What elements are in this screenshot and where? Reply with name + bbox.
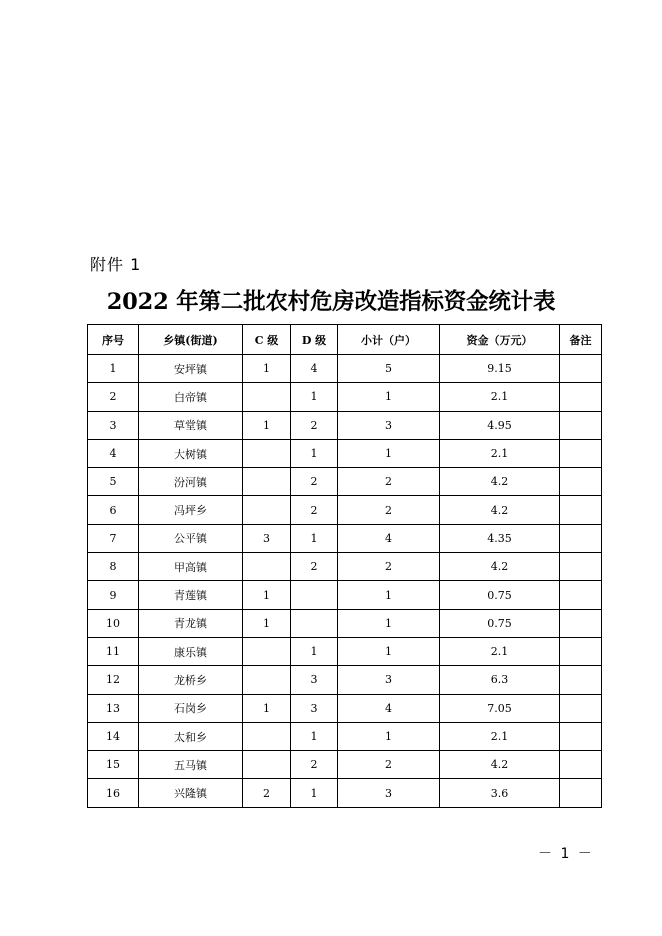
cell-d-level: 2 xyxy=(291,751,338,779)
table-body xyxy=(88,355,602,808)
cell-subtotal: 1 xyxy=(338,439,440,467)
cell-index: 6 xyxy=(88,496,139,524)
header-subtotal: 小计（户） xyxy=(338,325,440,355)
cell-index: 14 xyxy=(88,722,139,750)
cell-township: 太和乡 xyxy=(139,722,243,750)
cell-d-level: 4 xyxy=(291,355,338,383)
cell-subtotal: 3 xyxy=(338,666,440,694)
table-row xyxy=(88,355,602,383)
cell-subtotal: 4 xyxy=(338,524,440,552)
cell-c-level xyxy=(243,553,291,581)
cell-remarks xyxy=(560,666,602,694)
cell-d-level xyxy=(291,609,338,637)
cell-index: 9 xyxy=(88,581,139,609)
cell-remarks xyxy=(560,439,602,467)
cell-d-level: 2 xyxy=(291,496,338,524)
cell-subtotal: 1 xyxy=(338,383,440,411)
cell-d-level: 1 xyxy=(291,524,338,552)
page-number: － 1 － xyxy=(538,846,594,862)
cell-township: 冯坪乡 xyxy=(139,496,243,524)
cell-funds: 4.2 xyxy=(440,553,560,581)
header-c-level: C 级 xyxy=(243,325,291,355)
cell-funds: 0.75 xyxy=(440,581,560,609)
cell-township: 草堂镇 xyxy=(139,411,243,439)
cell-funds: 9.15 xyxy=(440,355,560,383)
cell-remarks xyxy=(560,609,602,637)
cell-subtotal: 1 xyxy=(338,722,440,750)
statistics-table xyxy=(87,324,602,808)
cell-remarks xyxy=(560,779,602,807)
table-header-row xyxy=(88,325,602,355)
cell-c-level xyxy=(243,496,291,524)
cell-township: 安坪镇 xyxy=(139,355,243,383)
table-row xyxy=(88,694,602,722)
cell-d-level: 1 xyxy=(291,383,338,411)
cell-township: 青龙镇 xyxy=(139,609,243,637)
cell-funds: 4.35 xyxy=(440,524,560,552)
cell-subtotal: 2 xyxy=(338,468,440,496)
cell-funds: 4.95 xyxy=(440,411,560,439)
cell-township: 汾河镇 xyxy=(139,468,243,496)
cell-c-level: 1 xyxy=(243,355,291,383)
cell-d-level: 1 xyxy=(291,779,338,807)
cell-c-level: 1 xyxy=(243,411,291,439)
cell-funds: 2.1 xyxy=(440,439,560,467)
cell-c-level: 1 xyxy=(243,694,291,722)
cell-c-level xyxy=(243,637,291,665)
cell-index: 2 xyxy=(88,383,139,411)
cell-township: 青莲镇 xyxy=(139,581,243,609)
table-row xyxy=(88,751,602,779)
cell-township: 石岗乡 xyxy=(139,694,243,722)
cell-index: 16 xyxy=(88,779,139,807)
cell-d-level: 2 xyxy=(291,553,338,581)
cell-index: 13 xyxy=(88,694,139,722)
cell-index: 3 xyxy=(88,411,139,439)
cell-township: 龙桥乡 xyxy=(139,666,243,694)
cell-funds: 4.2 xyxy=(440,751,560,779)
cell-c-level xyxy=(243,666,291,694)
cell-funds: 0.75 xyxy=(440,609,560,637)
cell-subtotal: 1 xyxy=(338,609,440,637)
cell-remarks xyxy=(560,355,602,383)
cell-remarks xyxy=(560,411,602,439)
table-row xyxy=(88,468,602,496)
cell-index: 7 xyxy=(88,524,139,552)
table-row xyxy=(88,439,602,467)
cell-funds: 4.2 xyxy=(440,496,560,524)
cell-township: 康乐镇 xyxy=(139,637,243,665)
cell-index: 4 xyxy=(88,439,139,467)
cell-c-level: 1 xyxy=(243,581,291,609)
cell-remarks xyxy=(560,581,602,609)
cell-subtotal: 2 xyxy=(338,553,440,581)
cell-funds: 2.1 xyxy=(440,383,560,411)
document-title: 2022 年第二批农村危房改造指标资金统计表 xyxy=(106,289,556,315)
cell-d-level: 1 xyxy=(291,439,338,467)
cell-remarks xyxy=(560,751,602,779)
header-funds: 资金（万元） xyxy=(440,325,560,355)
header-index: 序号 xyxy=(88,325,139,355)
cell-funds: 2.1 xyxy=(440,722,560,750)
cell-subtotal: 4 xyxy=(338,694,440,722)
cell-c-level: 1 xyxy=(243,609,291,637)
cell-township: 五马镇 xyxy=(139,751,243,779)
cell-remarks xyxy=(560,694,602,722)
cell-d-level: 1 xyxy=(291,722,338,750)
cell-c-level: 3 xyxy=(243,524,291,552)
cell-subtotal: 2 xyxy=(338,496,440,524)
cell-d-level xyxy=(291,581,338,609)
attachment-label: 附件 1 xyxy=(90,255,142,274)
cell-remarks xyxy=(560,496,602,524)
table-row xyxy=(88,581,602,609)
cell-c-level xyxy=(243,722,291,750)
header-remarks: 备注 xyxy=(560,325,602,355)
cell-index: 12 xyxy=(88,666,139,694)
cell-subtotal: 1 xyxy=(338,637,440,665)
cell-index: 1 xyxy=(88,355,139,383)
cell-c-level xyxy=(243,383,291,411)
table-row xyxy=(88,666,602,694)
cell-remarks xyxy=(560,468,602,496)
cell-d-level: 3 xyxy=(291,666,338,694)
cell-remarks xyxy=(560,722,602,750)
cell-remarks xyxy=(560,553,602,581)
cell-township: 兴隆镇 xyxy=(139,779,243,807)
cell-funds: 7.05 xyxy=(440,694,560,722)
cell-d-level: 3 xyxy=(291,694,338,722)
header-township: 乡镇(街道) xyxy=(139,325,243,355)
cell-subtotal: 3 xyxy=(338,411,440,439)
cell-remarks xyxy=(560,637,602,665)
cell-township: 公平镇 xyxy=(139,524,243,552)
cell-d-level: 2 xyxy=(291,468,338,496)
table-row xyxy=(88,383,602,411)
table-row xyxy=(88,609,602,637)
cell-subtotal: 3 xyxy=(338,779,440,807)
cell-township: 甲高镇 xyxy=(139,553,243,581)
table-row xyxy=(88,411,602,439)
cell-subtotal: 1 xyxy=(338,581,440,609)
cell-funds: 4.2 xyxy=(440,468,560,496)
cell-township: 白帝镇 xyxy=(139,383,243,411)
cell-subtotal: 2 xyxy=(338,751,440,779)
table-row xyxy=(88,722,602,750)
header-d-level: D 级 xyxy=(291,325,338,355)
table-row xyxy=(88,496,602,524)
cell-funds: 3.6 xyxy=(440,779,560,807)
table-row xyxy=(88,637,602,665)
table-row xyxy=(88,553,602,581)
table-row xyxy=(88,779,602,807)
cell-index: 8 xyxy=(88,553,139,581)
cell-c-level xyxy=(243,439,291,467)
cell-funds: 6.3 xyxy=(440,666,560,694)
cell-remarks xyxy=(560,383,602,411)
cell-funds: 2.1 xyxy=(440,637,560,665)
cell-d-level: 2 xyxy=(291,411,338,439)
cell-index: 15 xyxy=(88,751,139,779)
cell-c-level xyxy=(243,468,291,496)
cell-subtotal: 5 xyxy=(338,355,440,383)
cell-index: 11 xyxy=(88,637,139,665)
cell-c-level xyxy=(243,751,291,779)
cell-index: 5 xyxy=(88,468,139,496)
cell-index: 10 xyxy=(88,609,139,637)
cell-c-level: 2 xyxy=(243,779,291,807)
cell-township: 大树镇 xyxy=(139,439,243,467)
table-row xyxy=(88,524,602,552)
cell-remarks xyxy=(560,524,602,552)
cell-d-level: 1 xyxy=(291,637,338,665)
